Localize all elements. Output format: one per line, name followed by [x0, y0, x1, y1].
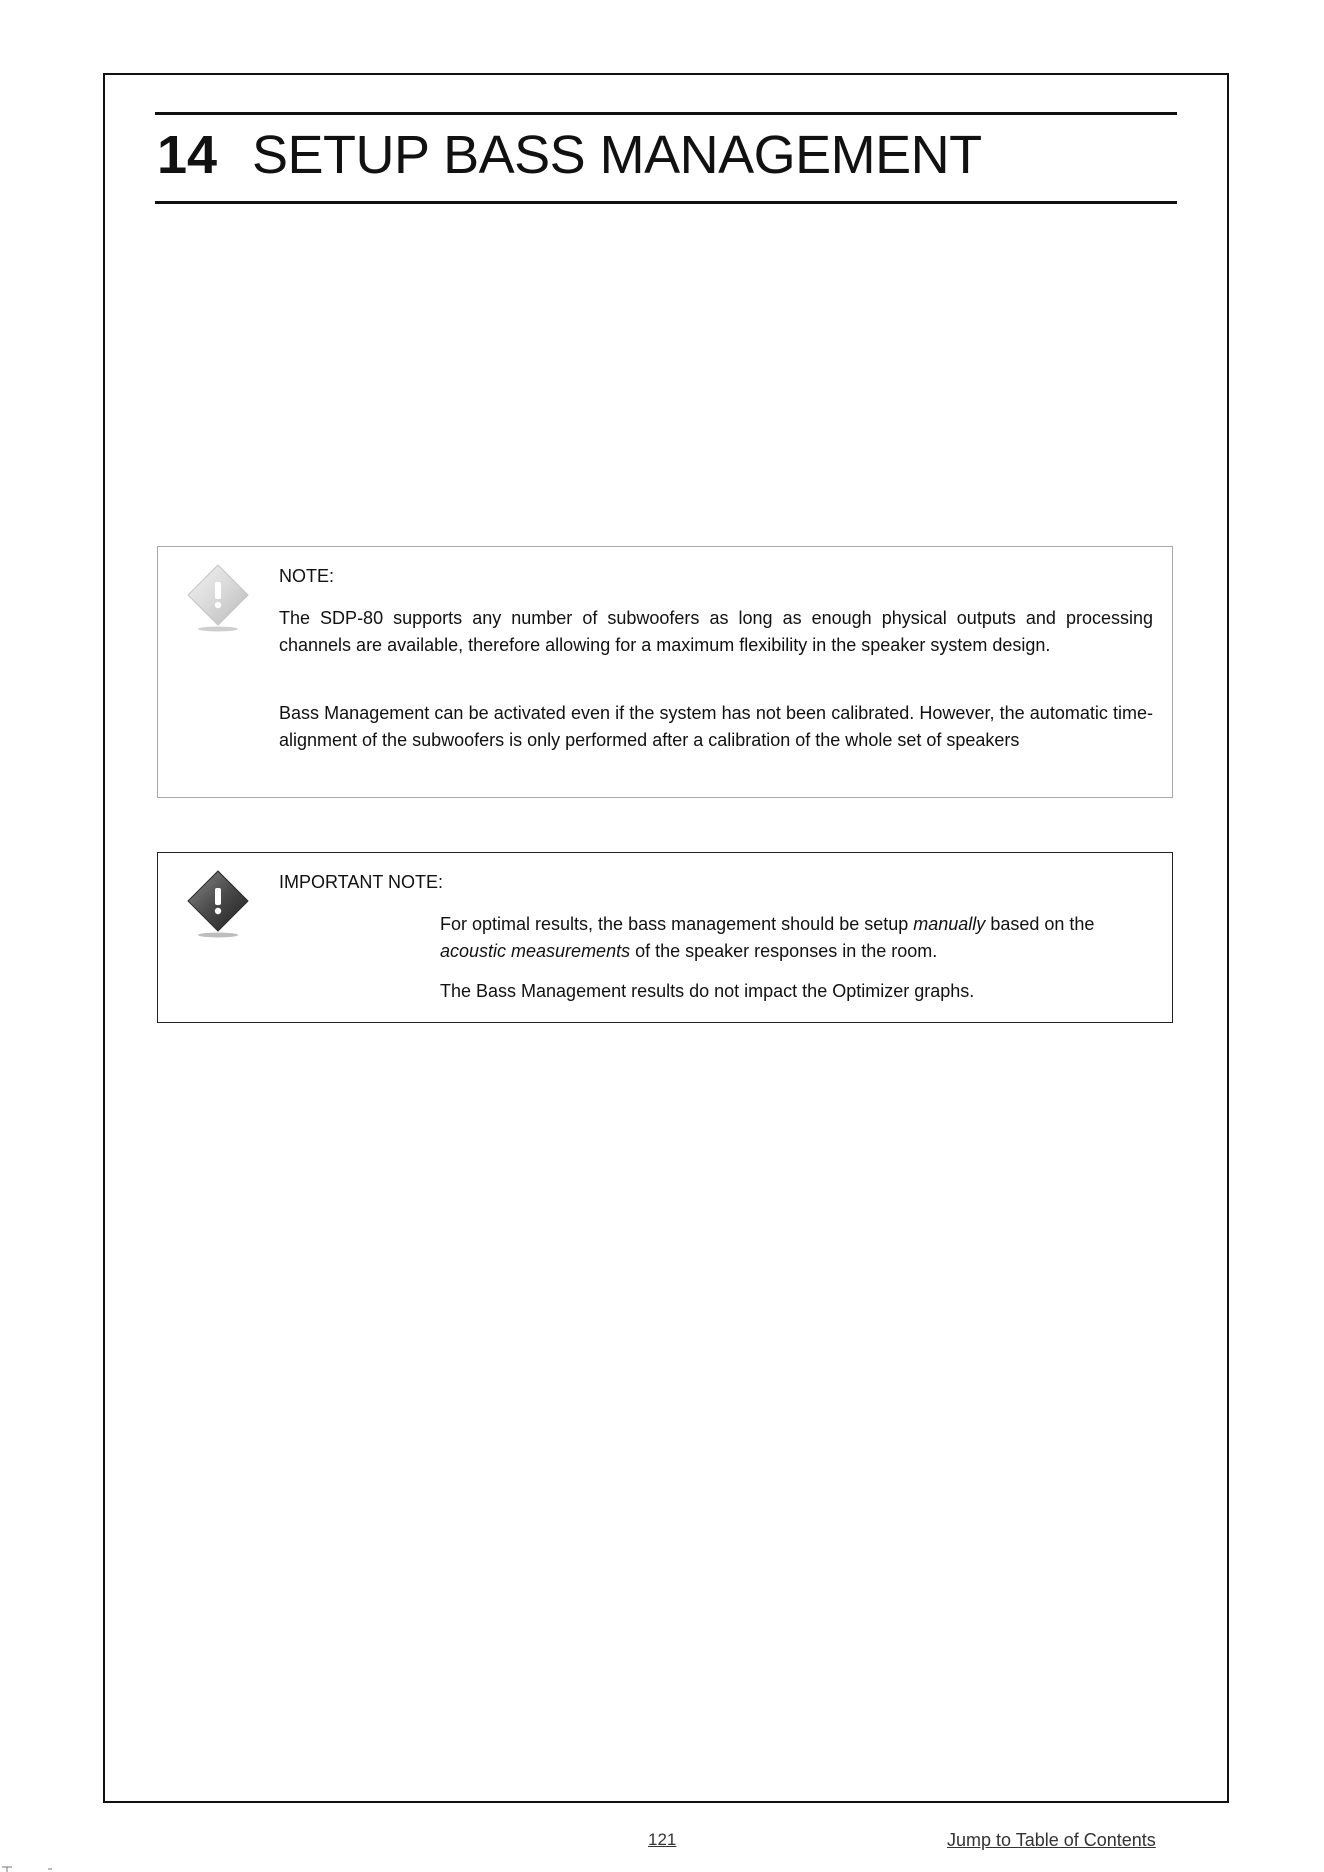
section-heading: [155, 112, 1177, 204]
text-run: of the speaker responses in the room.: [630, 941, 938, 961]
important-note-box: [157, 852, 1173, 1023]
warning-icon: [186, 869, 250, 941]
emphasis-text: manually: [913, 914, 986, 934]
section-title: SETUP BASS MANAGEMENT: [252, 125, 982, 185]
page-number: 121: [648, 1830, 677, 1849]
text-run: For optimal results, the bass management should be setup: [440, 914, 914, 934]
important-note-paragraph: [440, 911, 1156, 965]
text-run: based on the: [985, 914, 1095, 934]
note-box: [157, 546, 1173, 798]
toc-link[interactable]: Jump to Table of Contents: [947, 1830, 1156, 1850]
note-paragraph: The SDP-80 supports any number of subwoofers as long as enough physical outputs and processing channels are available, therefore allowing for a maximum flexibility in the speaker system design.: [279, 608, 1153, 655]
warning-icon: [186, 563, 250, 635]
corner-mark: [0, 1864, 60, 1872]
note-paragraph: Bass Management can be activated even if the system has not been calibrated. However, the automatic time-alignment of the subwoofers is only performed after a calibration of the whole set of speakers: [279, 703, 1153, 750]
section-number: 14: [157, 125, 218, 185]
note-label: NOTE:: [279, 566, 335, 586]
important-note-paragraph: The Bass Management results do not impact the Optimizer graphs.: [440, 981, 975, 1001]
important-note-label: IMPORTANT NOTE:: [279, 872, 444, 892]
emphasis-text: acoustic measurements: [440, 941, 631, 961]
